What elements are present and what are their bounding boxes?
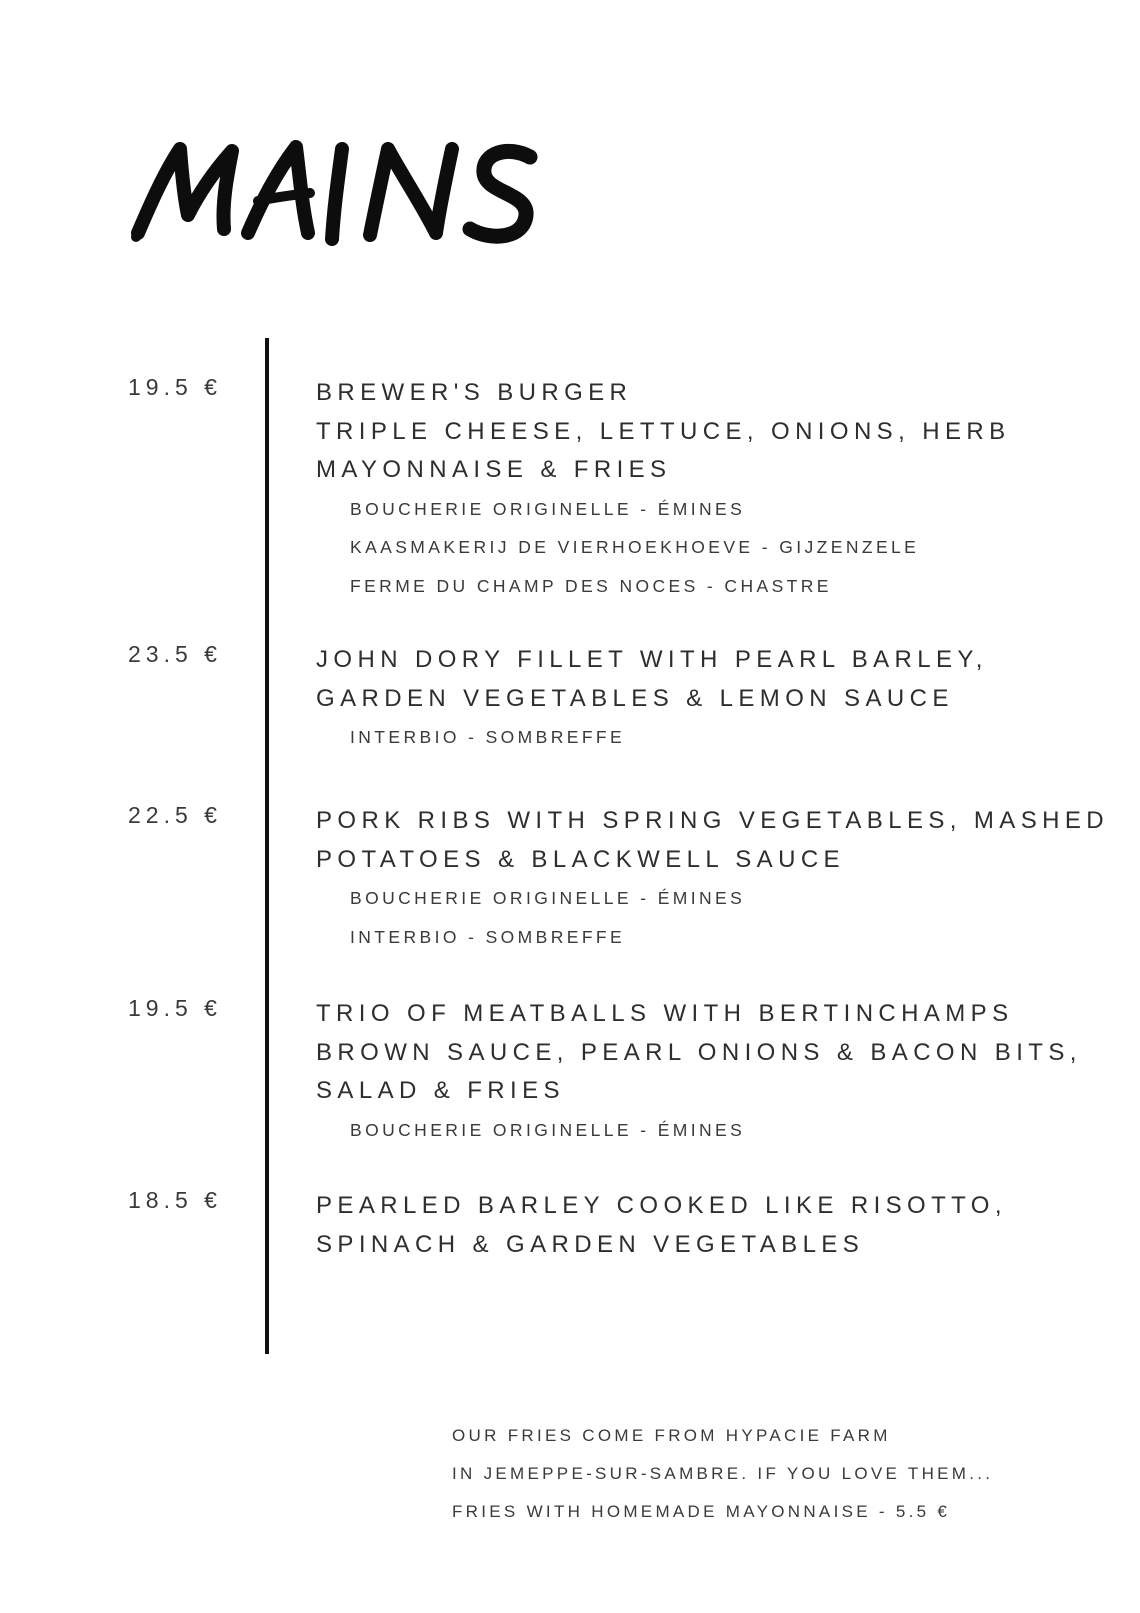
menu-item-name-line: JOHN DORY FILLET WITH PEARL BARLEY, <box>316 646 988 673</box>
menu-item-name-line: TRIPLE CHEESE, LETTUCE, ONIONS, HERB <box>316 417 1011 445</box>
menu-item-description <box>316 1187 1007 1264</box>
note-line: IN JEMEPPE-SUR-SAMBRE. IF YOU LOVE THEM... <box>452 1464 994 1483</box>
supplier-line: FERME DU CHAMP DES NOCES - CHASTRE <box>350 575 832 596</box>
supplier-list <box>316 1111 1082 1150</box>
note-line: OUR FRIES COME FROM HYPACIE FARM <box>452 1426 891 1445</box>
supplier-line: INTERBIO - SOMBREFFE <box>350 727 626 747</box>
menu-item-name-line: PORK RIBS WITH SPRING VEGETABLES, MASHED <box>316 807 1109 834</box>
note-line: FRIES WITH HOMEMADE MAYONNAISE - 5.5 € <box>452 1502 951 1521</box>
fries-note <box>452 1417 993 1531</box>
menu-item-description <box>316 802 1109 956</box>
menu-item-name-line: SALAD & FRIES <box>316 1077 565 1104</box>
menu-item-description <box>316 374 1011 605</box>
menu-item-name-line: BREWER'S BURGER <box>316 379 633 406</box>
menu-item-name-line: TRIO OF MEATBALLS WITH BERTINCHAMPS <box>316 1000 1014 1027</box>
menu-item-name-line: GARDEN VEGETABLES & LEMON SAUCE <box>316 684 954 712</box>
menu-item-price: 19.5 € <box>128 374 222 400</box>
menu-item-description <box>316 641 988 757</box>
vertical-divider <box>265 338 269 1354</box>
page-title-artwork <box>130 135 610 255</box>
supplier-line: BOUCHERIE ORIGINELLE - ÉMINES <box>350 1119 746 1140</box>
supplier-line: BOUCHERIE ORIGINELLE - ÉMINES <box>350 888 746 908</box>
supplier-list <box>316 718 988 757</box>
menu-item-name-line: SPINACH & GARDEN VEGETABLES <box>316 1230 865 1258</box>
menu-item-name-line: PEARLED BARLEY COOKED LIKE RISOTTO, <box>316 1192 1007 1219</box>
menu-item-name-line: POTATOES & BLACKWELL SAUCE <box>316 845 845 873</box>
supplier-list <box>316 490 1011 606</box>
menu-item-price: 23.5 € <box>128 641 222 667</box>
menu-item-price: 22.5 € <box>128 802 222 828</box>
menu-item-name-line: MAYONNAISE & FRIES <box>316 456 672 483</box>
menu-item-price: 19.5 € <box>128 995 222 1021</box>
page-title <box>130 135 610 255</box>
supplier-line: KAASMAKERIJ DE VIERHOEKHOEVE - GIJZENZELE <box>350 537 920 557</box>
supplier-line: INTERBIO - SOMBREFFE <box>350 926 626 947</box>
supplier-list <box>316 879 1109 956</box>
menu-item-description <box>316 995 1082 1149</box>
menu-item-price: 18.5 € <box>128 1187 222 1213</box>
supplier-line: BOUCHERIE ORIGINELLE - ÉMINES <box>350 498 746 519</box>
menu-item-name-line: BROWN SAUCE, PEARL ONIONS & BACON BITS, <box>316 1038 1082 1066</box>
